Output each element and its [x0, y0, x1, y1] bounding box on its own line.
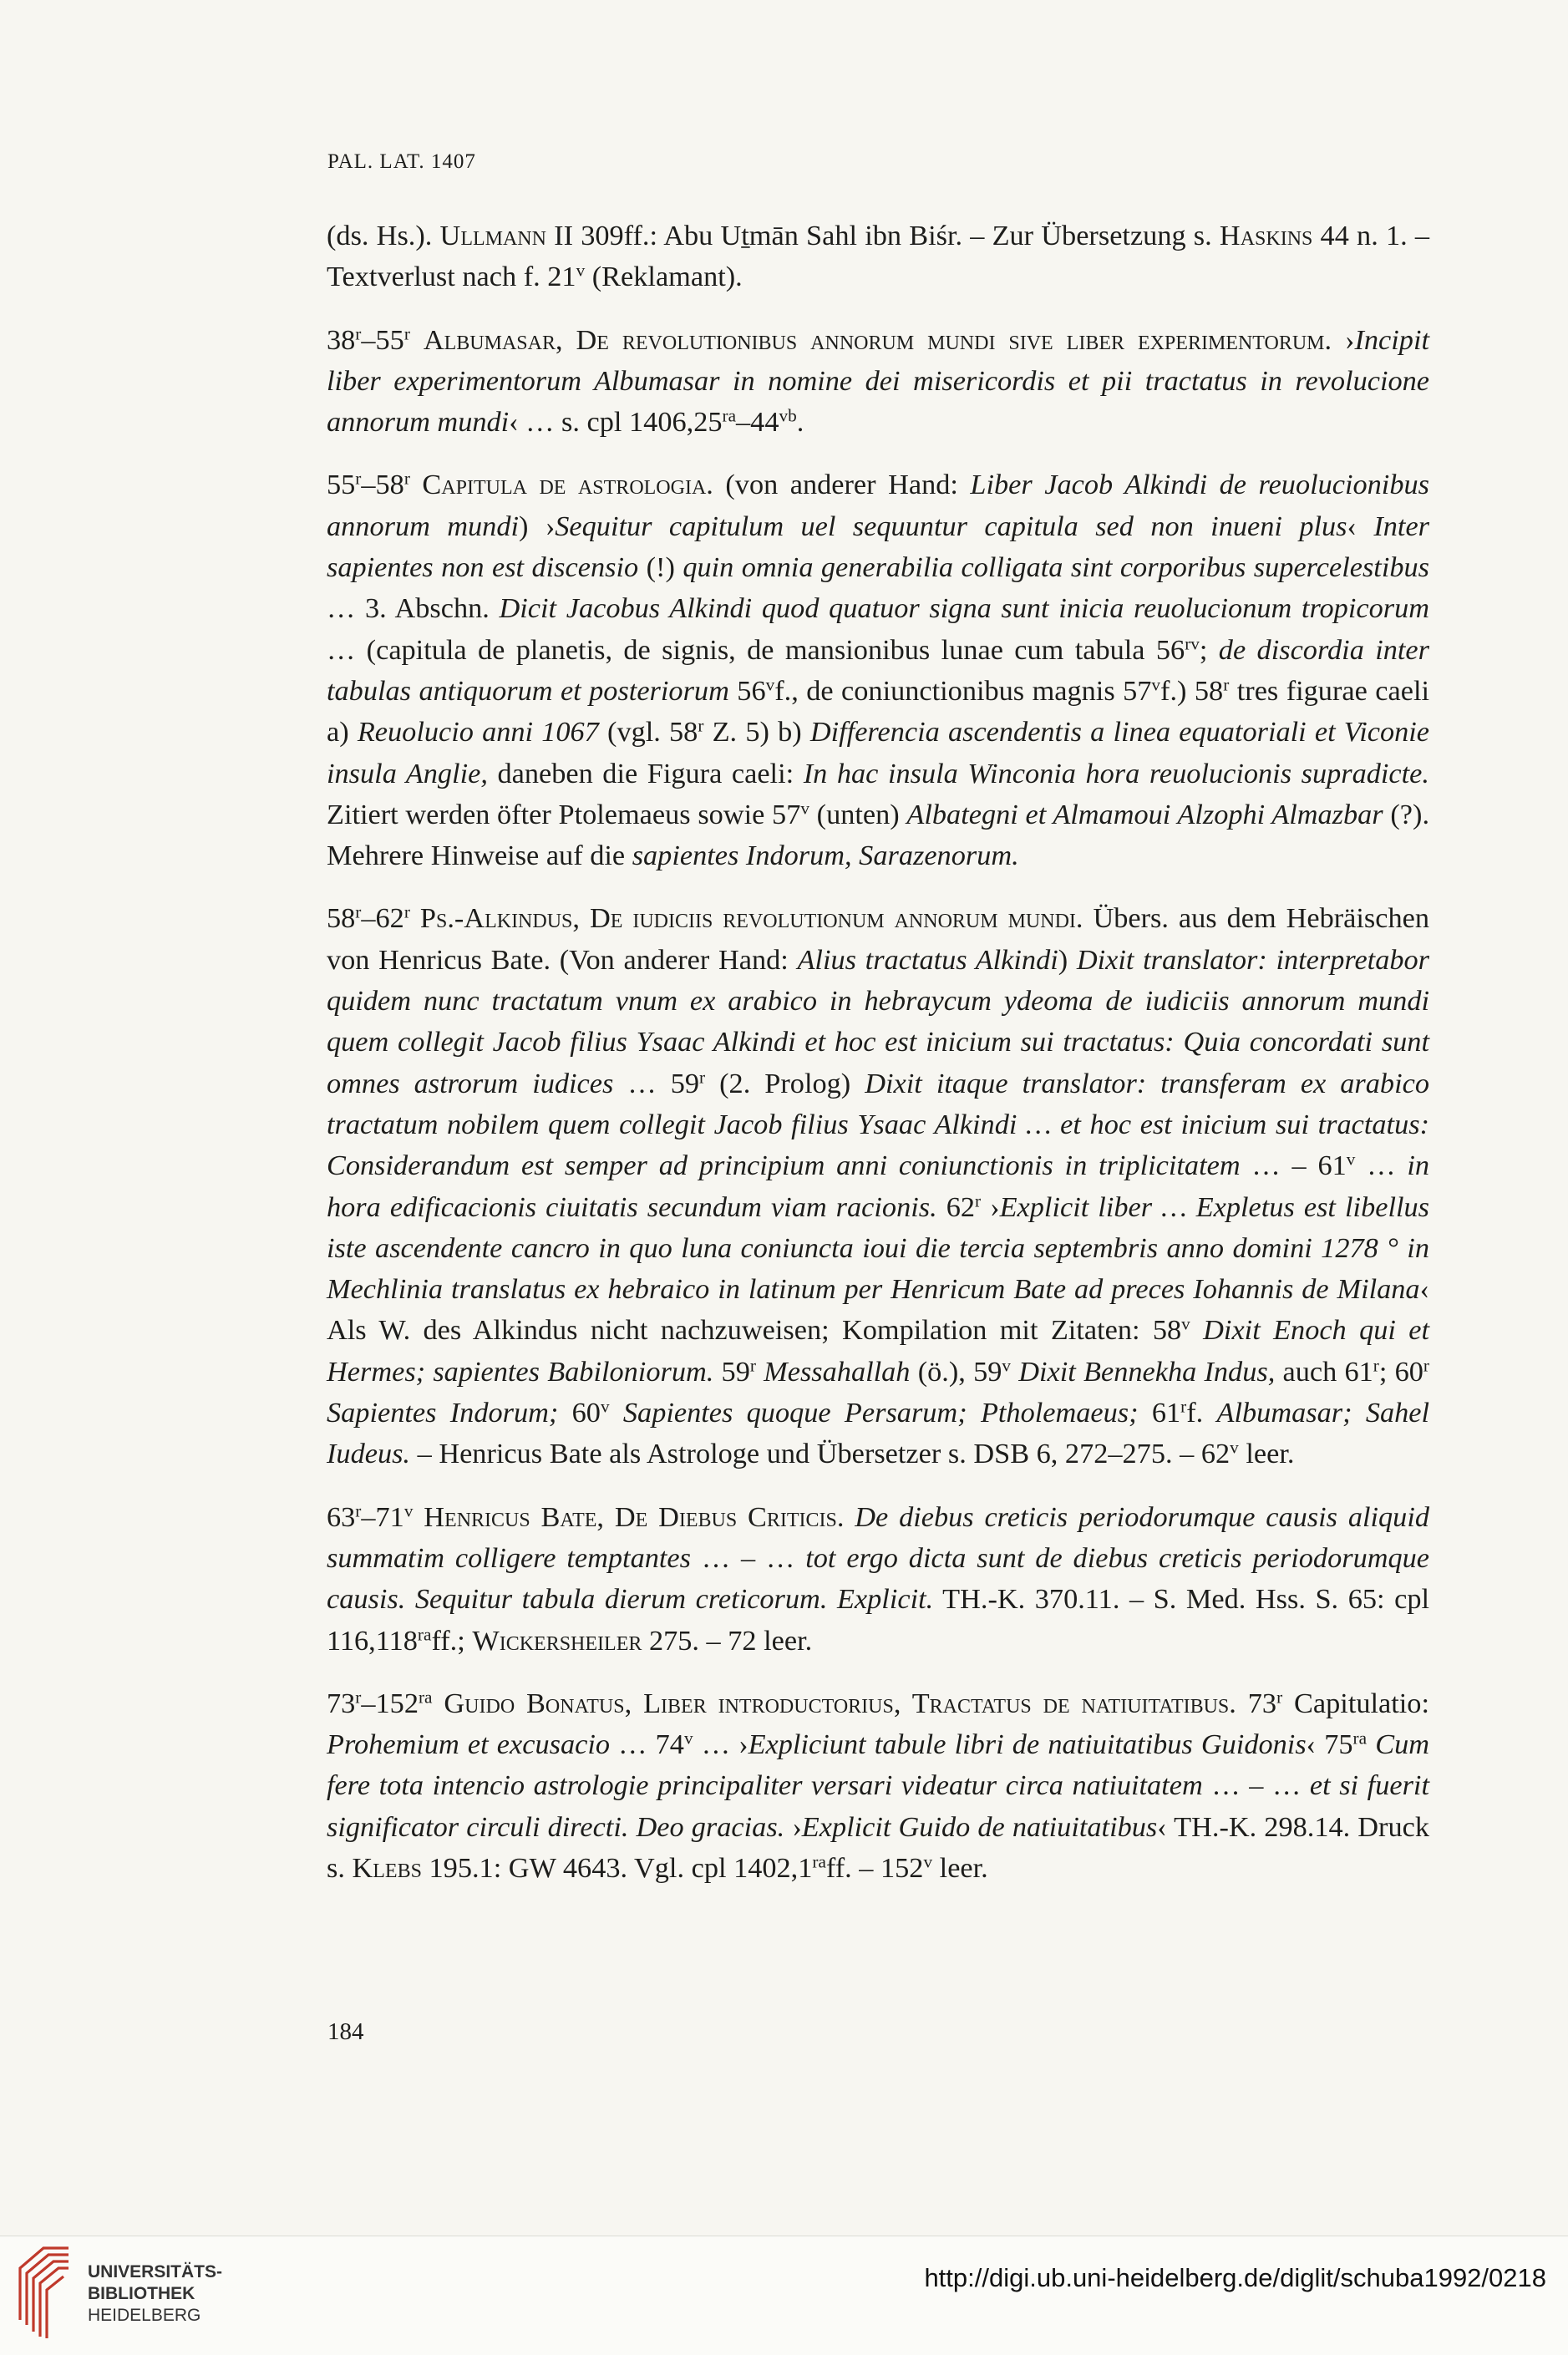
library-name-line: UNIVERSITÄTS-	[88, 2262, 223, 2281]
source-url-link[interactable]: http://digi.ub.uni-heidelberg.de/diglit/schuba1992/0218	[924, 2263, 1546, 2292]
entry-capitula-de-astrologia	[327, 464, 1429, 876]
library-logo-icon	[15, 2245, 75, 2342]
library-name-line: HEIDELBERG	[88, 2306, 201, 2325]
entry-henricus-bate	[327, 1497, 1429, 1662]
entry-text: 38$^r$–55$^r$ Albumasar, De revolutionibus annorum mundi sive liber experimentorum. ›Incipit liber experimentorum Albumasar in nomine dei misericordis et pii tractatus in revolucione annorum mundi‹ … s. cpl $1406,25^{ra}-44^{vb}$.	[327, 322, 1429, 439]
entry-albumasar	[327, 320, 1429, 444]
catalog-text	[327, 216, 1429, 1911]
entry-guido-bonatus	[327, 1683, 1429, 1889]
page-number: 184	[327, 2018, 364, 2045]
entry-text: 55$^r$–58$^r$ Capitula de astrologia. (von anderer Hand: Liber Jacob Alkindi de reuolucionibus annorum mundi) ›Sequitur capitulum uel sequuntur capitula sed non inueni plus‹ Inter sapientes non est discensio (!) quin omnia generabilia colligata sint corporibus supercelestibus … 3. Abschn. Dicit Jacobus Alkindi quod quatuor signa sunt inicia reuolucionum tropicorum … (capitula de planetis, de signis, de mansionibus lunae cum tabula $56^{rv}$; de discordia inter tabulas antiquorum et posteriorum 56$^v$f., de coniunctionibus magnis 57$^v$f.) 58$^r$ tres figurae caeli a) Reuolucio anni 1067 (vgl. 58$^r$ Z. 5) b) Differencia ascendentis a linea equatoriali et Viconie insula Anglie, daneben die Figura caeli: In hac insula Winconia hora reuolucionis supradicte. Zitiert werden öfter Ptolemaeus sowie 57$^v$ (unten) Albategni et Almamoui Alzophi Almazbar (?). Mehrere Hinweise auf die sapientes Indorum, Sarazenorum.	[327, 468, 1430, 872]
entry-text: $73^r-152^{ra}$ Guido Bonatus, Liber introductorius, Tractatus de natiuitatibus. 73$^r$ Capitulatio: Prohemium et excusacio … 74$^v$ … ›Expliciunt tabule libri de natiuitatibus Guidonis‹ $75^{ra}$ Cum fere tota intencio astrologie principaliter versari videatur circa natiuitatem … – … et si fuerit significator circuli directi. Deo gracias. ›Explicit Guido de natiuitatibus‹ TH.-K. 298.14. Druck s. Klebs 195.1: GW 4643. Vgl. cpl $1402,1^{ra}ff$. – 152$^v$ leer.	[327, 1687, 1430, 1884]
entry-text: 63$^r$–71$^v$ Henricus Bate, De Diebus Criticis. De diebus creticis periodorumque causis aliquid summatim colligere temptantes … – … tot ergo dicta sunt de diebus creticis periodorumque causis. Sequitur tabula dierum creticorum. Explicit. TH.-K. 370.11. – S. Med. Hss. S. 65: cpl $116,118^{ra}ff$.; Wickersheiler 275. – 72 leer.	[327, 1500, 1430, 1657]
entry-continuation	[327, 216, 1429, 298]
footer-bar	[0, 2236, 1568, 2355]
entry-ps-alkindus	[327, 898, 1429, 1474]
entry-text: (ds. Hs.). Ullmann II 309ff.: Abu Uṯmān Sahl ibn Biśr. – Zur Übersetzung s. Haskins 44 n. 1. – Textverlust nach f. 21$^v$ (Reklamant).	[327, 220, 1430, 293]
entry-text: 58$^r$–62$^r$ Ps.-Alkindus, De iudiciis revolutionum annorum mundi. Übers. aus dem Hebräischen von Henricus Bate. (Von anderer Hand: Alius tractatus Alkindi) Dixit translator: interpretabor quidem nunc tractatum vnum ex arabico in hebraycum ydeoma de iudiciis annorum mundi quem collegit Jacob filius Ysaac Alkindi et hoc est inicium sui tractatus: Quia concordati sunt omnes astrorum iudices … 59$^r$ (2. Prolog) Dixit itaque translator: transferam ex arabico tractatum nobilem quem collegit Jacob filius Ysaac Alkindi … et hoc est inicium sui tractatus: Considerandum est semper ad principium anni coniunctionis in triplicitatem … – 61$^v$ … in hora edificacionis ciuitatis secundum viam racionis. 62$^r$ ›Explicit liber … Expletus est libellus iste ascendente cancro in quo luna coniuncta ioui die tercia septembris anno domini 1278 ° in Mechlinia translatus ex hebraico in latinum per Henricum Bate ad preces Iohannis de Milana‹ Als W. des Alkindus nicht nachzuweisen; Kompilation mit Zitaten: 58$^v$ Dixit Enoch qui et Hermes; sapientes Babiloniorum. 59$^r$ Messahallah (ö.), 59$^v$ Dixit Bennekha Indus, auch 61$^r$; 60$^r$ Sapientes Indorum; 60$^v$ Sapientes quoque Persarum; Ptholemaeus; 61$^r$f. Albumasar; Sahel Iudeus. – Henricus Bate als Astrologe und Übersetzer s. DSB 6, 272–275. – 62$^v$ leer.	[327, 901, 1430, 1470]
library-name	[88, 2261, 222, 2327]
library-name-line: BIBLIOTHEK	[88, 2284, 195, 2303]
running-head: PAL. LAT. 1407	[327, 150, 476, 173]
